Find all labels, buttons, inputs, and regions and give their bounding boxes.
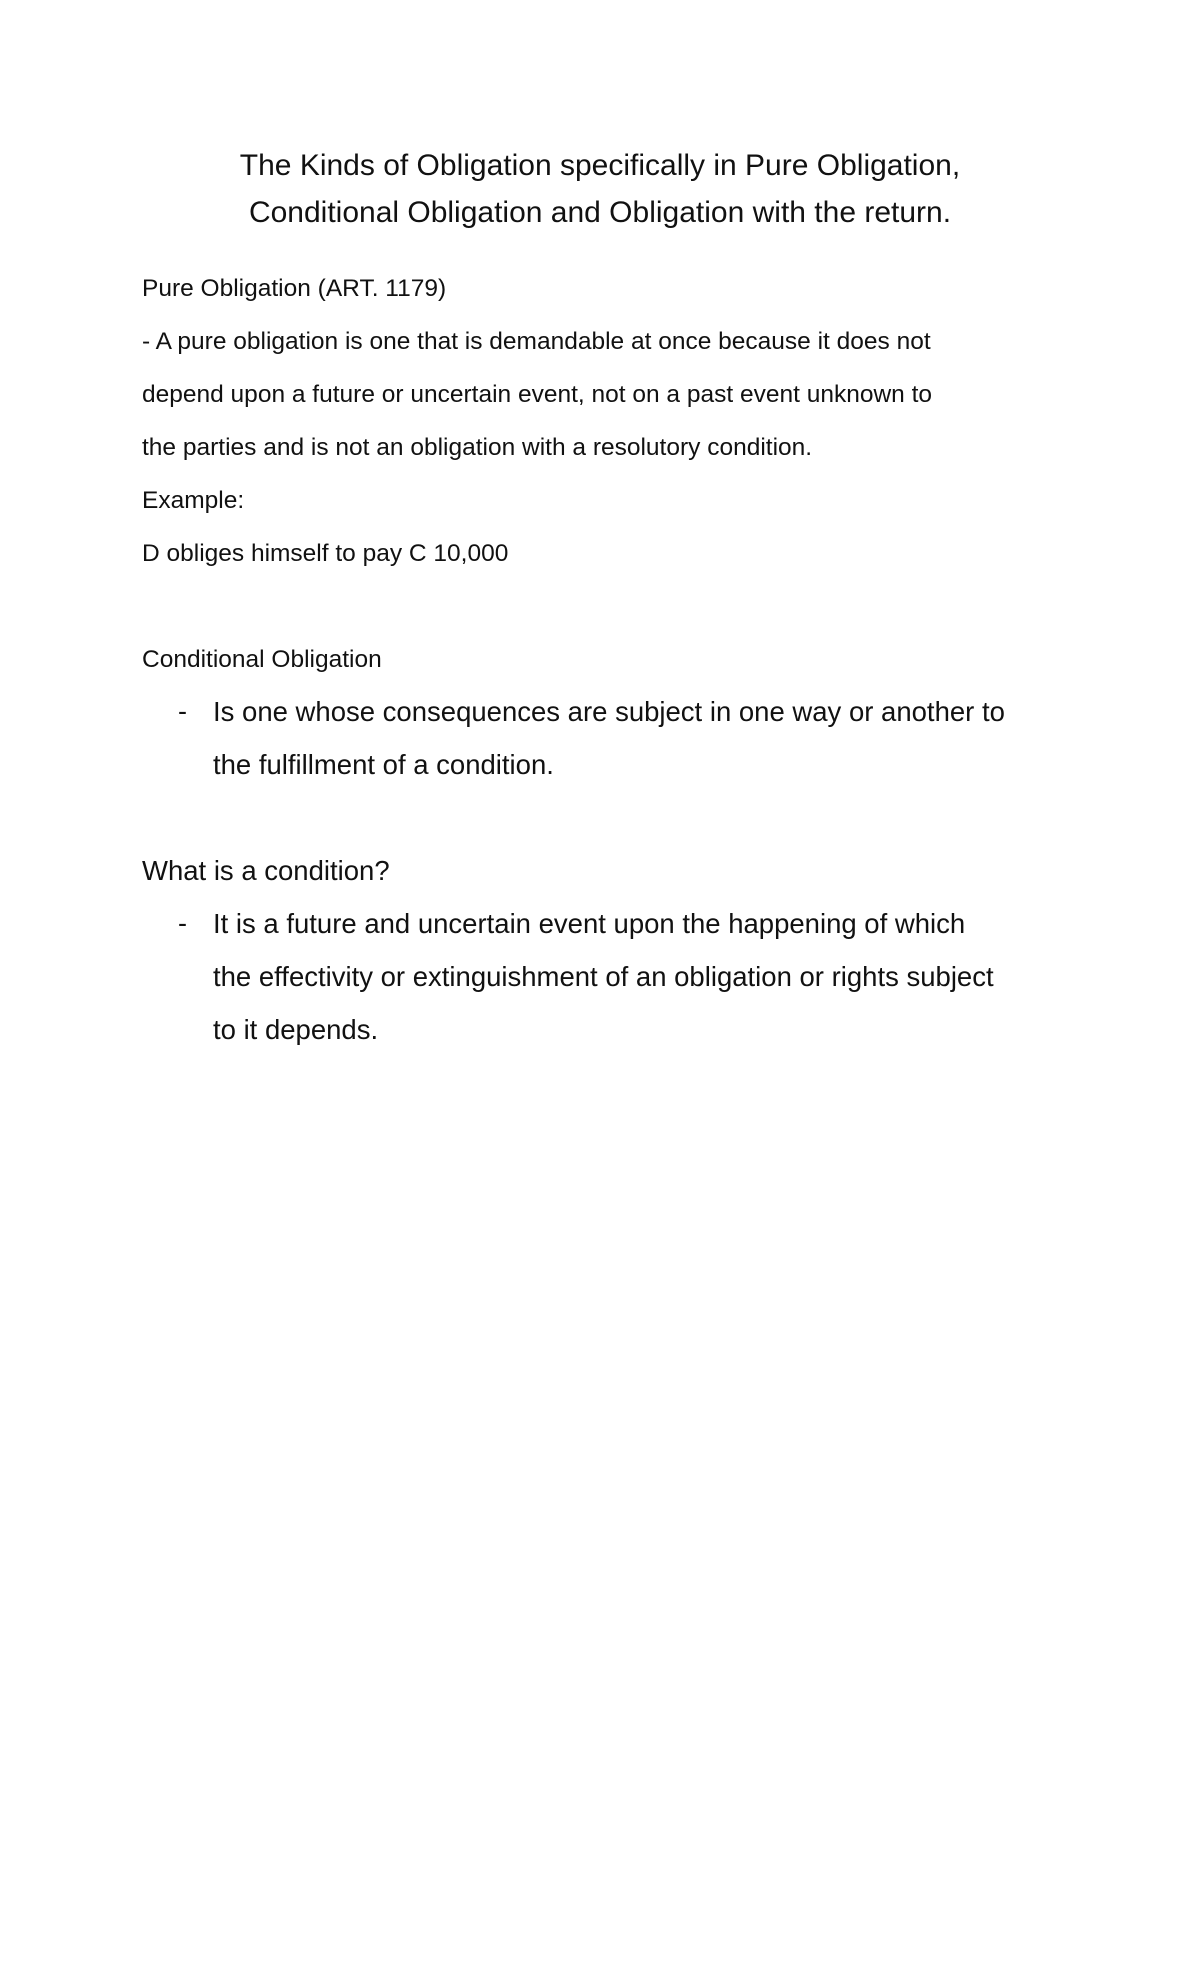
pure-obligation-heading: Pure Obligation (ART. 1179) (142, 275, 447, 302)
bullet-dash: - (178, 696, 187, 726)
conditional-bullet-line: the fulfillment of a condition. (213, 749, 554, 780)
example-text: D obliges himself to pay C 10,000 (142, 540, 509, 567)
document-title (140, 142, 1060, 236)
conditional-obligation-heading: Conditional Obligation (142, 646, 382, 673)
title-line: The Kinds of Obligation specifically in Pure Obligation, (239, 149, 961, 182)
condition-bullet-line: to it depends. (213, 1014, 379, 1045)
bullet-dash: - (178, 908, 187, 938)
pure-obligation-line: the parties and is not an obligation with a resolutory condition. (142, 434, 813, 461)
pure-obligation-line: depend upon a future or uncertain event, not on a past event unknown to (142, 381, 933, 408)
pure-obligation-line: - A pure obligation is one that is demandable at once because it does not (142, 328, 931, 355)
title-line: Conditional Obligation and Obligation with the return. (248, 196, 952, 229)
conditional-bullet-line: Is one whose consequences are subject in one way or another to (213, 696, 1005, 727)
condition-bullet-line: It is a future and uncertain event upon the happening of which (213, 908, 966, 939)
condition-heading: What is a condition? (142, 855, 390, 886)
example-label: Example: (142, 487, 245, 514)
condition-bullet-line: the effectivity or extinguishment of an obligation or rights subject (213, 961, 994, 992)
